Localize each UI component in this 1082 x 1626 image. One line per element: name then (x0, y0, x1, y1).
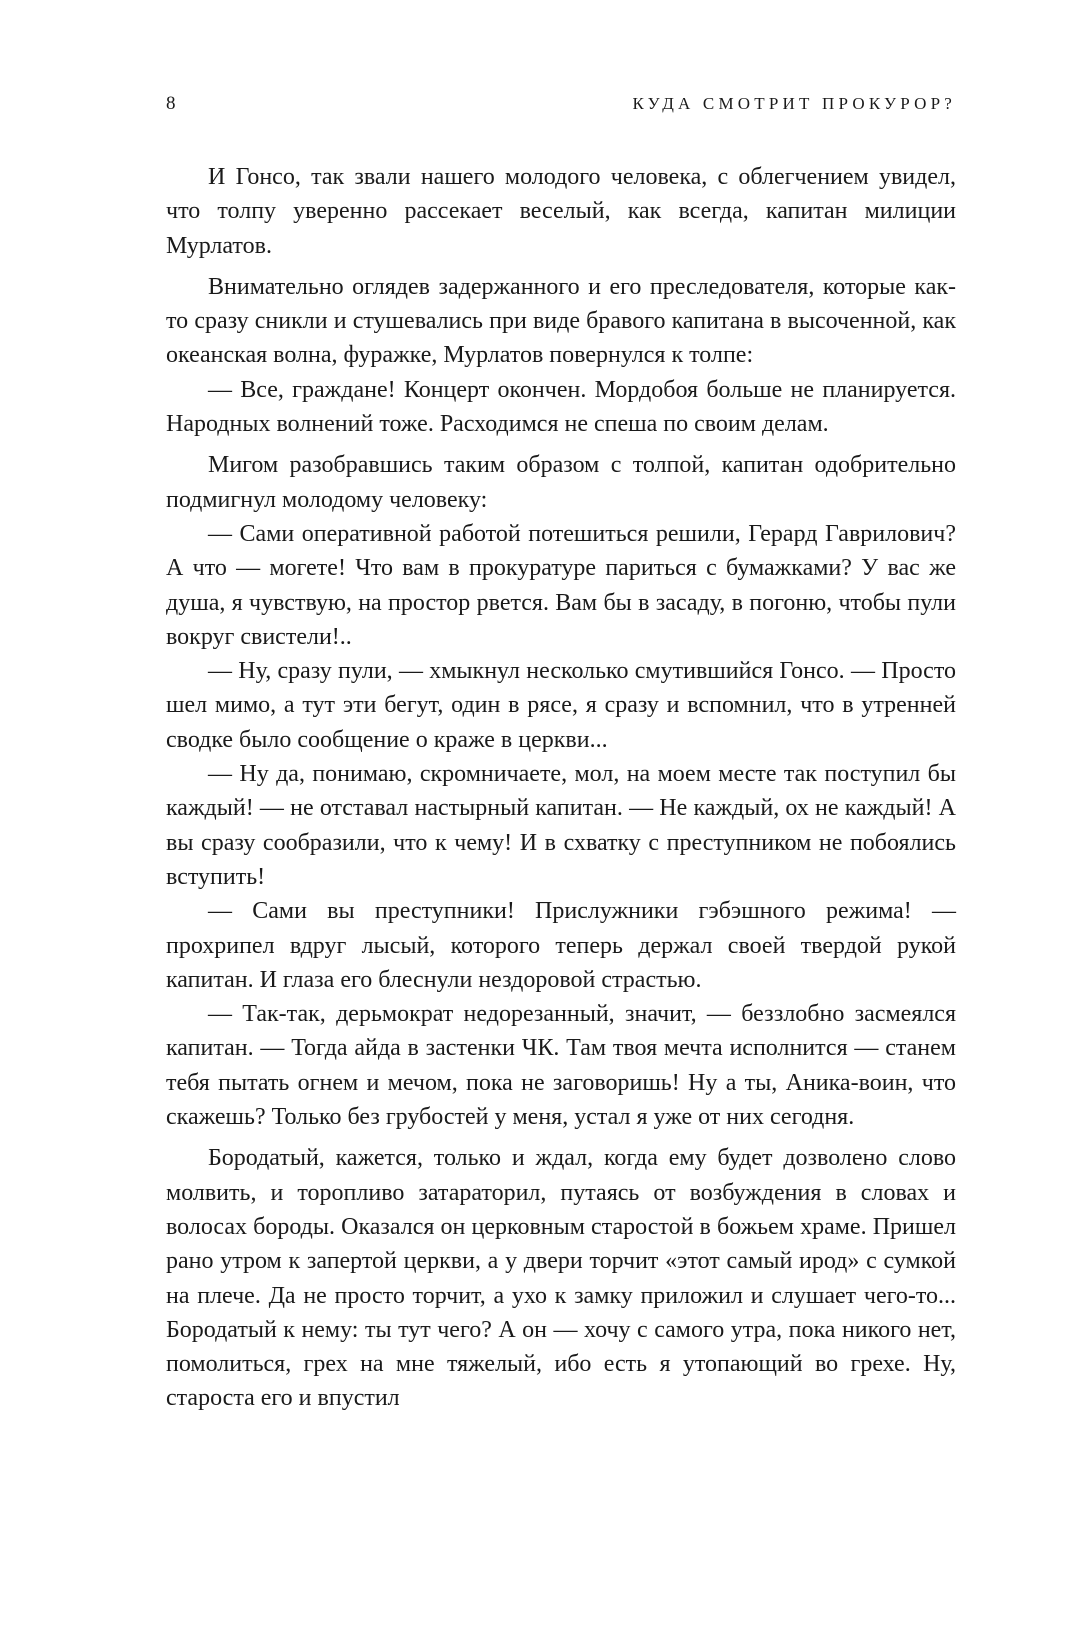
body-text (166, 160, 956, 1416)
paragraph: Мигом разобравшись таким образом с толпой, капитан одобрительно подмигнул молодому человеку: (166, 452, 956, 513)
paragraph: — Сами оперативной работой потешиться решили, Герард Гаврилович? А что — могете! Что вам в прокуратуре париться с бумажками? У вас же душа, я чувствую, на простор рвется. Вам бы в засаду, в погоню, чтобы пули вокруг свистели!.. (166, 520, 956, 650)
paragraph: — Так-так, дерьмократ недорезанный, значит, — беззлобно засмеялся капитан. — Тогда айда в застенки ЧК. Там твоя мечта исполнится — станем тебя пытать огнем и мечом, пока не заговоришь! Ну а ты, Аника-воин, что скажешь? Только без грубостей у меня, устал я уже от них сегодня. (166, 1001, 956, 1131)
paragraph: Бородатый, кажется, только и ждал, когда ему будет дозволено слово молвить, и торопливо затараторил, путаясь от возбуждения в словах и волосах бороды. Оказался он церковным старостой в божьем храме. Пришел рано утром к запертой церкви, а у двери торчит «этот самый ирод» с сумкой на плече. Да не просто торчит, а ухо к замку приложил и слушает чего-то... Бородатый к нему: ты тут чего? А он — хочу с самого утра, пока никого нет, помолиться, грех на мне тяжелый, ибо есть я утопающий во грехе. Ну, староста его и впустил (166, 1145, 956, 1412)
running-title: КУДА СМОТРИТ ПРОКУРОР? (632, 94, 956, 113)
paragraph: — Ну да, понимаю, скромничаете, мол, на моем месте так поступил бы каждый! — не отставал настырный капитан. — Не каждый, ох не каждый! А вы сразу сообразили, что к чему! И в схватку с преступником не побоялись вступить! (166, 761, 956, 890)
paragraph: Внимательно оглядев задержанного и его преследователя, которые как-то сразу сникли и стушевались при виде бравого капитана в высоченной, как океанская волна, фуражке, Мурлатов повернулся к толпе: (166, 273, 956, 369)
paragraph: И Гонсо, так звали нашего молодого человека, с облегчением увидел, что толпу уверенно рассекает веселый, как всегда, капитан милиции Мурлатов. (166, 164, 956, 259)
page-number: 8 (166, 93, 177, 114)
paragraph: — Ну, сразу пули, — хмыкнул несколько смутившийся Гонсо. — Просто шел мимо, а тут эти бегут, один в рясе, я сразу и вспомнил, что в утренней сводке было сообщение о краже в церкви... (166, 658, 956, 753)
running-header (166, 92, 956, 116)
paragraph: — Сами вы преступники! Прислужники гэбэшного режима! — прохрипел вдруг лысый, которого теперь держал своей твердой рукой капитан. И глаза его блеснули нездоровой страстью. (166, 898, 956, 993)
paragraph: — Все, граждане! Концерт окончен. Мордобоя больше не планируется. Народных волнений тоже. Расходимся не спеша по своим делам. (166, 376, 956, 438)
